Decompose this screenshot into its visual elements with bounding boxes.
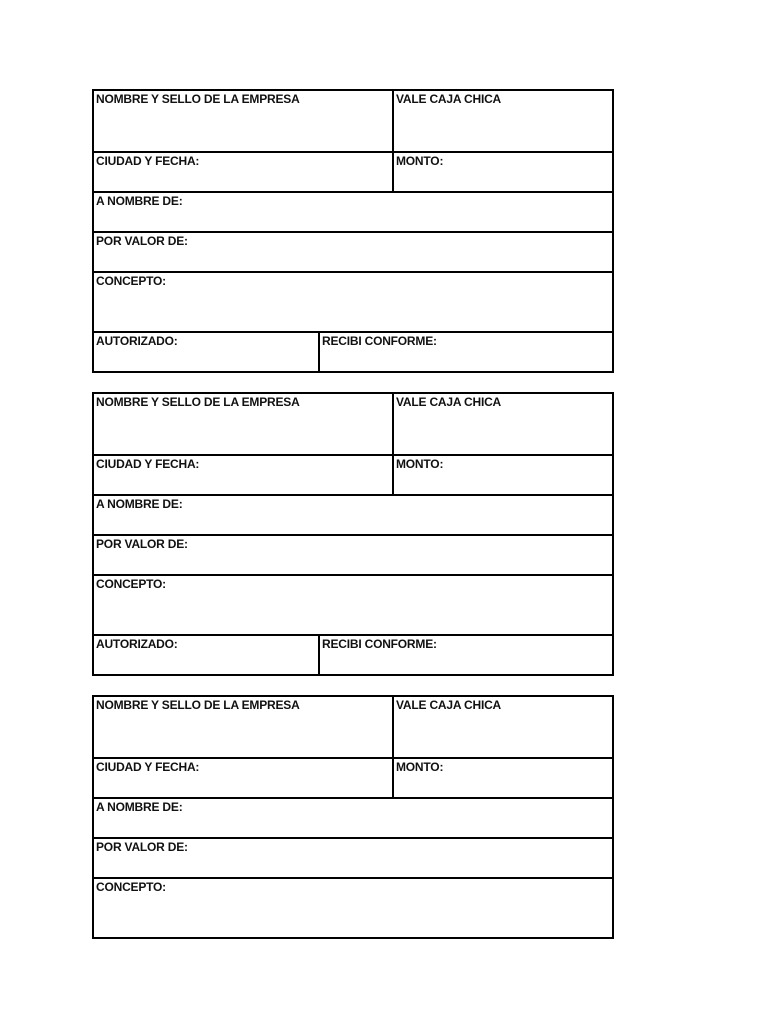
payee-label: A NOMBRE DE:	[96, 497, 183, 511]
city-date-label: CIUDAD Y FECHA:	[96, 760, 200, 774]
city-date-label: CIUDAD Y FECHA:	[96, 457, 200, 471]
value-row	[94, 837, 612, 877]
concept-label: CONCEPTO:	[96, 577, 166, 591]
received-field[interactable]	[318, 333, 612, 371]
petty-cash-voucher-2	[92, 392, 614, 676]
signature-row	[94, 634, 612, 674]
payee-field[interactable]	[94, 496, 612, 534]
payee-field[interactable]	[94, 193, 612, 231]
petty-cash-voucher-1	[92, 89, 614, 373]
header-row	[94, 91, 612, 151]
amount-field[interactable]	[392, 759, 612, 797]
company-name-field[interactable]	[94, 697, 392, 757]
amount-field[interactable]	[392, 153, 612, 191]
payee-label: A NOMBRE DE:	[96, 194, 183, 208]
voucher-title: VALE CAJA CHICA	[396, 395, 502, 409]
value-field[interactable]	[94, 233, 612, 271]
voucher-title-cell	[392, 91, 612, 151]
value-field[interactable]	[94, 536, 612, 574]
concept-label: CONCEPTO:	[96, 274, 166, 288]
payee-row	[94, 797, 612, 837]
voucher-title-cell	[392, 697, 612, 757]
value-row	[94, 534, 612, 574]
concept-field[interactable]	[94, 879, 612, 937]
value-label: POR VALOR DE:	[96, 537, 188, 551]
concept-field[interactable]	[94, 576, 612, 634]
value-label: POR VALOR DE:	[96, 234, 188, 248]
company-label: NOMBRE Y SELLO DE LA EMPRESA	[96, 395, 300, 409]
authorized-field[interactable]	[94, 636, 318, 674]
payee-row	[94, 494, 612, 534]
city-date-field[interactable]	[94, 153, 392, 191]
amount-label: MONTO:	[396, 457, 444, 471]
city-amount-row	[94, 757, 612, 797]
payee-row	[94, 191, 612, 231]
company-label: NOMBRE Y SELLO DE LA EMPRESA	[96, 698, 300, 712]
amount-label: MONTO:	[396, 760, 444, 774]
concept-row	[94, 574, 612, 634]
voucher-title: VALE CAJA CHICA	[396, 92, 502, 106]
payee-field[interactable]	[94, 799, 612, 837]
authorized-label: AUTORIZADO:	[96, 334, 178, 348]
concept-row	[94, 877, 612, 937]
company-name-field[interactable]	[94, 394, 392, 454]
signature-row	[94, 331, 612, 371]
received-field[interactable]	[318, 636, 612, 674]
concept-row	[94, 271, 612, 331]
voucher-title: VALE CAJA CHICA	[396, 698, 502, 712]
city-date-field[interactable]	[94, 456, 392, 494]
concept-label: CONCEPTO:	[96, 880, 166, 894]
payee-label: A NOMBRE DE:	[96, 800, 183, 814]
header-row	[94, 394, 612, 454]
value-field[interactable]	[94, 839, 612, 877]
authorized-field[interactable]	[94, 333, 318, 371]
company-label: NOMBRE Y SELLO DE LA EMPRESA	[96, 92, 300, 106]
received-label: RECIBI CONFORME:	[322, 637, 437, 651]
received-label: RECIBI CONFORME:	[322, 334, 437, 348]
amount-field[interactable]	[392, 456, 612, 494]
header-row	[94, 697, 612, 757]
petty-cash-voucher-3	[92, 695, 614, 939]
voucher-title-cell	[392, 394, 612, 454]
value-label: POR VALOR DE:	[96, 840, 188, 854]
amount-label: MONTO:	[396, 154, 444, 168]
city-date-field[interactable]	[94, 759, 392, 797]
concept-field[interactable]	[94, 273, 612, 331]
city-amount-row	[94, 454, 612, 494]
company-name-field[interactable]	[94, 91, 392, 151]
value-row	[94, 231, 612, 271]
city-amount-row	[94, 151, 612, 191]
city-date-label: CIUDAD Y FECHA:	[96, 154, 200, 168]
authorized-label: AUTORIZADO:	[96, 637, 178, 651]
